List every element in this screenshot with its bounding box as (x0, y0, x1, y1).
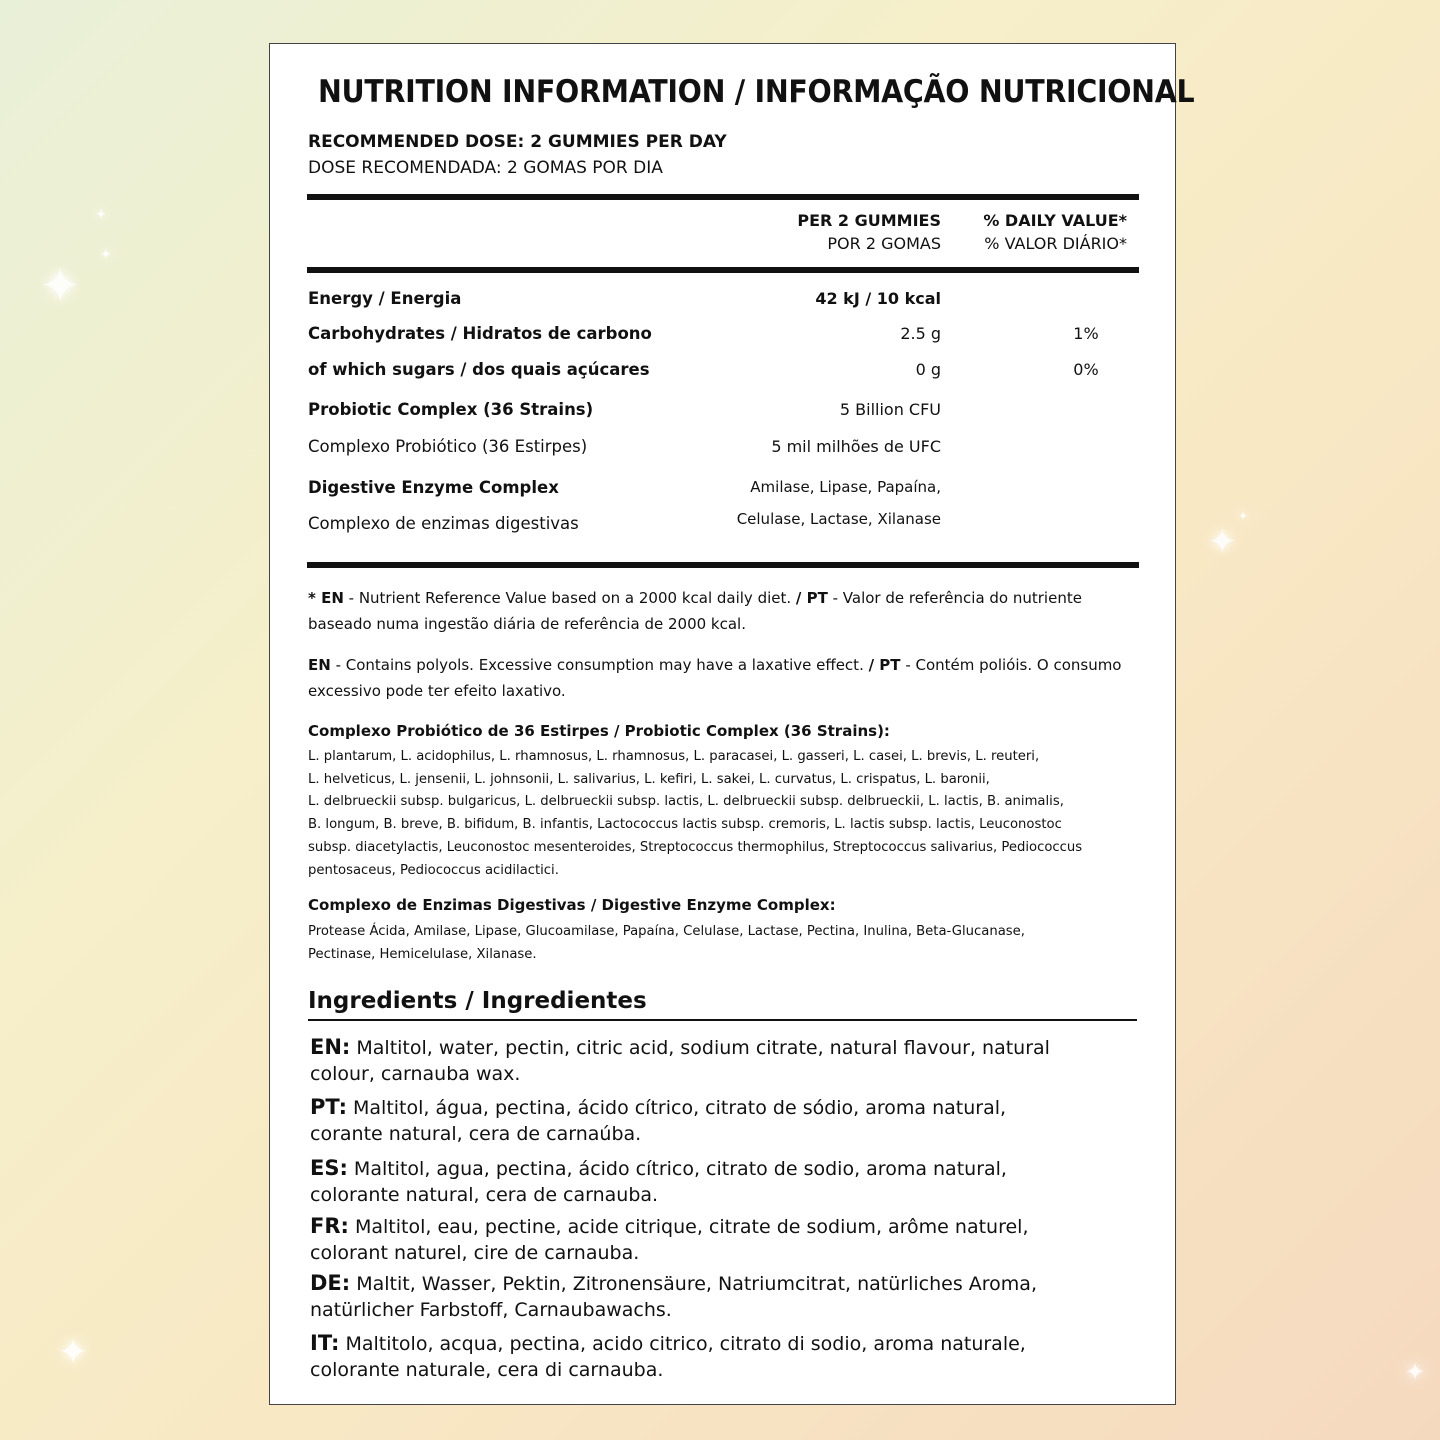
ingredients-line: corante natural, cera de carnaúba. (310, 1123, 642, 1145)
row-amount-probiotic-en: 5 Billion CFU (839, 400, 941, 419)
probiotic-line: pentosaceus, Pediococcus acidilactici. (308, 862, 559, 878)
lang-code: PT: (310, 1095, 347, 1119)
ingredients-pt (310, 1094, 1140, 1147)
lang-code: ES: (310, 1156, 348, 1180)
enzymes-heading: Complexo de Enzimas Digestivas / Digestive Enzyme Complex: (308, 896, 836, 914)
ingredients-en (310, 1034, 1140, 1087)
ingredients-line: colorante naturale, cera di carnauba. (310, 1359, 664, 1381)
probiotic-line: L. delbrueckii subsp. bulgaricus, L. delbrueckii subsp. lactis, L. delbrueckii subsp. delbrueckii, L. lactis, B. animalis, (308, 794, 1064, 810)
polyols-note (308, 652, 1138, 704)
probiotic-line: L. helveticus, L. jensenii, L. johnsonii, L. salivarius, L. kefiri, L. sakei, L. curvatus, L. crispatus, L. baronii, (308, 771, 990, 787)
ingredients-es (310, 1155, 1140, 1208)
sparkle-icon: ✦ (40, 258, 81, 314)
ingredients-line: colour, carnauba wax. (310, 1063, 521, 1085)
ingredients-line: Maltitol, eau, pectine, acide citrique, citrate de sodium, arôme naturel, (354, 1216, 1029, 1238)
enzymes-line: Pectinase, Hemicelulase, Xilanase. (308, 946, 537, 962)
divider-thick (307, 562, 1139, 568)
probiotic-heading: Complexo Probiótico de 36 Estirpes / Probiotic Complex (36 Strains): (308, 722, 890, 740)
row-amount-probiotic-pt: 5 mil milhões de UFC (771, 437, 941, 456)
ingredients-it (310, 1330, 1140, 1383)
ingredients-line: Maltitol, água, pectina, ácido cítrico, citrato de sódio, aroma natural, (353, 1097, 1007, 1119)
probiotic-strains (308, 746, 1144, 882)
row-amount-sugars: 0 g (915, 360, 941, 379)
polyols-note-en-text: - Contains polyols. Excessive consumption may have a laxative effect. (330, 656, 869, 674)
divider-thick (307, 194, 1139, 200)
row-amount-carbohydrates: 2.5 g (900, 324, 941, 343)
sparkle-icon: ✦ (1405, 1358, 1426, 1386)
ingredients-line: natürlicher Farbstoff, Carnaubawachs. (310, 1299, 672, 1321)
polyols-note-en-tag: EN (308, 656, 331, 674)
ingredients-line: Maltitolo, acqua, pectina, acido citrico, citrato di sodio, aroma naturale, (345, 1333, 1026, 1355)
recommended-dose-en: RECOMMENDED DOSE: 2 GUMMIES PER DAY (308, 132, 727, 152)
sparkle-icon: ✦ (1208, 522, 1237, 562)
ingredients-line: colorant naturel, cire de carnauba. (310, 1242, 640, 1264)
nrv-note (308, 585, 1138, 637)
column-header-daily-value (983, 209, 1127, 255)
ingredients-line: Maltit, Wasser, Pektin, Zitronensäure, Natriumcitrat, natürliches Aroma, (356, 1273, 1037, 1295)
row-amount-enzymes-line2: Celulase, Lactase, Xilanase (736, 510, 941, 528)
row-label-enzymes-pt: Complexo de enzimas digestivas (308, 514, 579, 533)
divider-thick (307, 267, 1139, 273)
ingredients-title: Ingredients / Ingredientes (308, 988, 647, 1014)
daily-value-en: % DAILY VALUE* (983, 211, 1127, 230)
row-label-probiotic-en: Probiotic Complex (36 Strains) (308, 400, 594, 419)
per-serving-pt: POR 2 GOMAS (827, 234, 941, 253)
ingredients-de (310, 1270, 1140, 1323)
sparkle-icon: ✦ (58, 1332, 89, 1373)
probiotic-line: L. plantarum, L. acidophilus, L. rhamnosus, L. rhamnosus, L. paracasei, L. gasseri, L. casei, L. brevis, L. reuteri, (308, 749, 1040, 764)
page-title: NUTRITION INFORMATION / INFORMAÇÃO NUTRICIONAL (318, 74, 1195, 110)
ingredients-line: Maltitol, agua, pectina, ácido cítrico, citrato de sodio, aroma natural, (353, 1158, 1007, 1180)
row-dv-sugars: 0% (1073, 360, 1099, 379)
sparkle-icon: ✦ (1238, 509, 1249, 523)
sparkle-icon: ✦ (100, 247, 112, 263)
nrv-note-pt-text: - Valor de referência do nutriente baseado numa ingestão diária de referência de 2000 kcal. (308, 589, 1082, 633)
probiotic-line: subsp. diacetylactis, Leuconostoc mesenteroides, Streptococcus thermophilus, Streptococcus salivarius, Pediococcus (308, 839, 1083, 855)
probiotic-line: B. longum, B. breve, B. bifidum, B. infantis, Lactococcus lactis subsp. cremoris, L. lactis subsp. lactis, Leuconostoc (308, 817, 1062, 833)
nrv-note-pt-tag: / PT (795, 589, 828, 607)
ingredients-divider (308, 1019, 1137, 1021)
lang-code: IT: (310, 1331, 340, 1355)
row-amount-enzymes-line1: Amilase, Lipase, Papaína, (750, 478, 941, 496)
nrv-note-en-text: - Nutrient Reference Value based on a 2000 kcal daily diet. (343, 589, 796, 607)
polyols-note-pt-text: - Contém polióis. O consumo excessivo pode ter efeito laxativo. (308, 656, 1122, 700)
recommended-dose-pt: DOSE RECOMENDADA: 2 GOMAS POR DIA (308, 158, 663, 178)
sparkle-icon: ✦ (95, 207, 107, 223)
row-amount-energy: 42 kJ / 10 kcal (815, 289, 941, 308)
lang-code: FR: (310, 1214, 349, 1238)
enzymes-list (308, 921, 1144, 966)
ingredients-line: colorante natural, cera de carnauba. (310, 1184, 659, 1206)
nutrition-label (269, 43, 1195, 1405)
lang-code: DE: (310, 1271, 351, 1295)
lang-code: EN: (310, 1035, 351, 1059)
column-header-per-serving (797, 209, 941, 255)
nrv-note-en-tag: * EN (308, 589, 344, 607)
row-label-sugars: of which sugars / dos quais açúcares (308, 360, 650, 379)
polyols-note-pt-tag: / PT (868, 656, 901, 674)
row-label-energy: Energy / Energia (308, 289, 462, 308)
per-serving-en: PER 2 GUMMIES (797, 211, 941, 230)
row-label-carbohydrates: Carbohydrates / Hidratos de carbono (308, 324, 652, 343)
row-dv-carbohydrates: 1% (1073, 324, 1099, 343)
row-label-probiotic-pt: Complexo Probiótico (36 Estirpes) (308, 437, 588, 456)
enzymes-line: Protease Ácida, Amilase, Lipase, Glucoamilase, Papaína, Celulase, Lactase, Pectina, Inulina, Beta-Glucanase, (308, 924, 1025, 939)
ingredients-line: Maltitol, water, pectin, citric acid, sodium citrate, natural flavour, natural (356, 1037, 1050, 1059)
ingredients-fr (310, 1213, 1140, 1266)
daily-value-pt: % VALOR DIÁRIO* (984, 234, 1127, 253)
row-label-enzymes-en: Digestive Enzyme Complex (308, 478, 559, 497)
